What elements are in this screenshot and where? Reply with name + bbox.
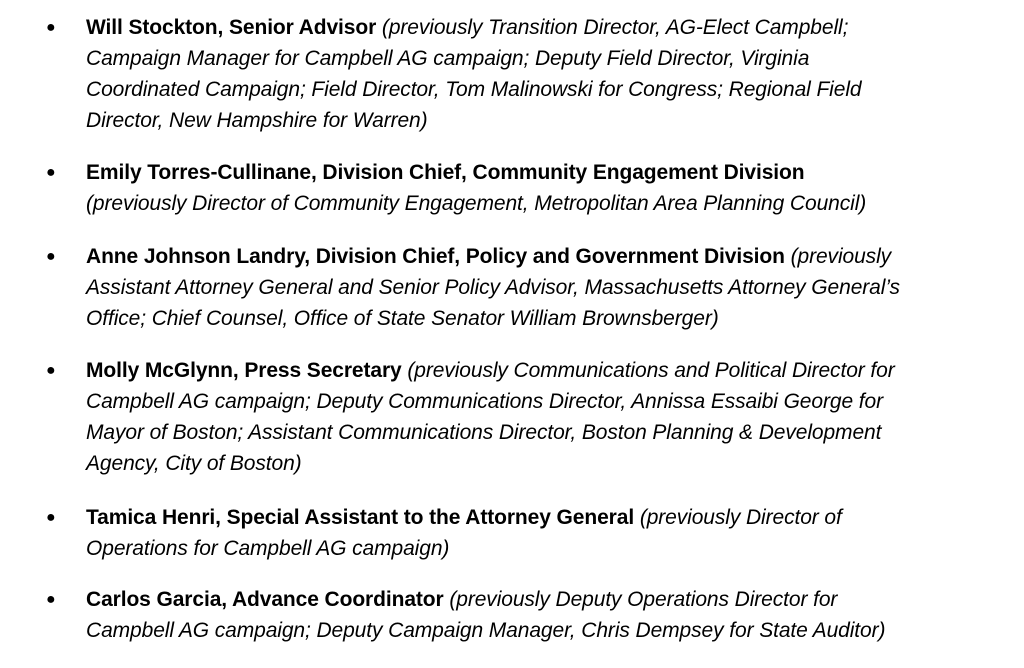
entry-previous: Campbell AG campaign; Deputy Communications Director, Annissa Essaibi George for [86,390,883,413]
entry-previous: Coordinated Campaign; Field Director, Tom Malinowski for Congress; Regional Field [86,78,862,101]
bullet-icon: ● [46,248,56,265]
entry-previous: Campaign Manager for Campbell AG campaign; Deputy Field Director, Virginia [86,47,810,70]
entry-previous: Director, New Hampshire for Warren) [86,109,428,132]
bullet-icon: ● [46,362,56,379]
entry-previous: (previously Deputy Operations Director for [449,588,838,611]
bullet-icon: ● [46,509,56,526]
entry-previous: (previously Director of Community Engagement, Metropolitan Area Planning Council) [86,192,867,215]
entry-text [86,502,1016,564]
entry-name: Emily Torres-Cullinane, Division Chief, Community Engagement Division [86,161,805,184]
entry-previous: Assistant Attorney General and Senior Policy Advisor, Massachusetts Attorney General’s [86,276,900,299]
entry-name: Molly McGlynn, Press Secretary [86,359,402,382]
entry-text [86,12,1016,136]
entry-text [86,584,1016,646]
entry-previous: Mayor of Boston; Assistant Communications Director, Boston Planning & Development [86,421,882,444]
entry-name: Anne Johnson Landry, Division Chief, Policy and Government Division [86,245,785,268]
entry-name: Carlos Garcia, Advance Coordinator [86,588,444,611]
entry-previous: (previously [790,245,892,268]
entry-previous: Agency, City of Boston) [86,452,302,475]
entry-text [86,241,1016,334]
entry-text [86,355,1016,479]
entry-previous: Office; Chief Counsel, Office of State Senator William Brownsberger) [86,307,719,330]
entry-previous: Operations for Campbell AG campaign) [86,537,450,560]
entry-previous: Campbell AG campaign; Deputy Campaign Manager, Chris Dempsey for State Auditor) [86,619,886,642]
entry-previous: (previously Director of [639,506,842,529]
entry-previous: (previously Communications and Political Director for [407,359,895,382]
bullet-icon: ● [46,19,56,36]
bullet-icon: ● [46,164,56,181]
entry-name: Tamica Henri, Special Assistant to the Attorney General [86,506,635,529]
entry-previous: (previously Transition Director, AG-Elect Campbell; [381,16,849,39]
entry-name: Will Stockton, Senior Advisor [86,16,377,39]
entry-text [86,157,1016,219]
bullet-icon: ● [46,591,56,608]
